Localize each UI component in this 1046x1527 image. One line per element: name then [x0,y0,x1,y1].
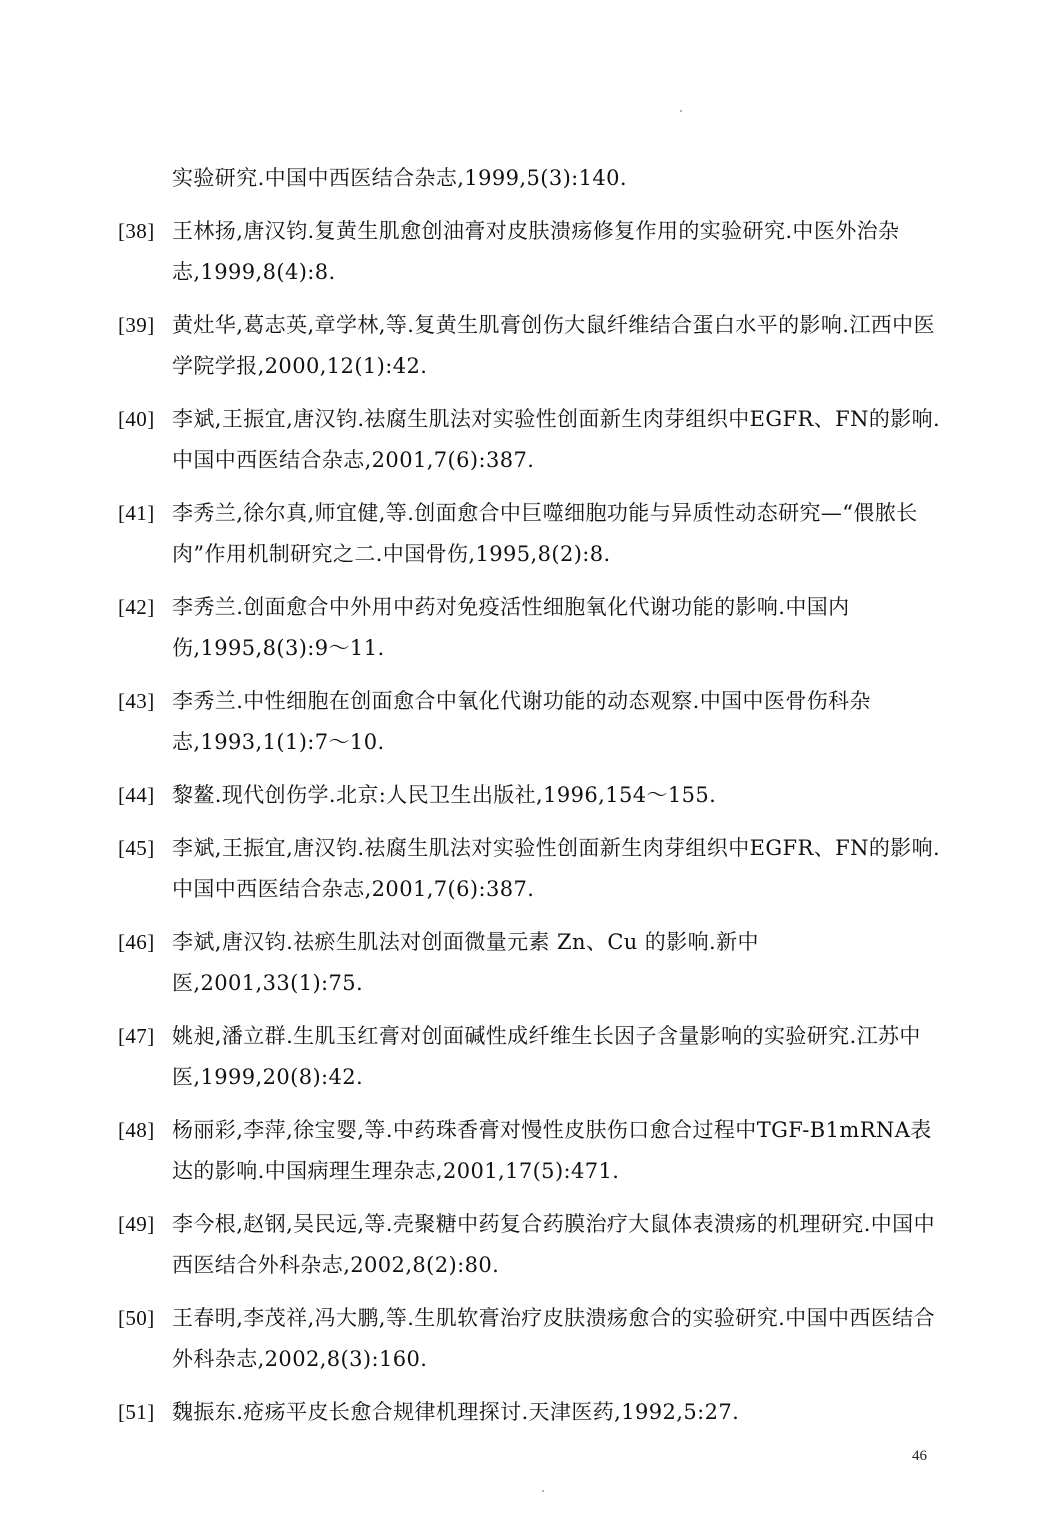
reference-item-42 [118,587,948,669]
reference-number: [49] [118,1212,155,1236]
reference-text: 李秀兰,徐尔真,师宜健,等.创面愈合中巨噬细胞功能与异质性动态研究—“偎脓长肉”作用机制研究之二.中国骨伤,1995,8(2):8. [172,501,918,566]
reference-item-41 [118,493,948,575]
reference-continuation [118,158,948,199]
reference-text: 黎鳌.现代创伤学.北京:人民卫生出版社,1996,154～155. [172,783,717,807]
reference-number: [46] [118,930,155,954]
reference-item-48 [118,1110,948,1192]
reference-text: 杨丽彩,李萍,徐宝婴,等.中药珠香膏对慢性皮肤伤口愈合过程中TGF-B1mRNA表达的影响.中国病理生理杂志,2001,17(5):471. [172,1118,932,1183]
page-number: 46 [912,1448,927,1464]
reference-text: 魏振东.疮疡平皮长愈合规律机理探讨.天津医药,1992,5:27. [172,1400,740,1424]
reference-item-38 [118,211,948,293]
scan-speck [542,1490,544,1492]
reference-text: 李斌,王振宜,唐汉钧.祛腐生肌法对实验性创面新生肉芽组织中EGFR、FN的影响.中国中西医结合杂志,2001,7(6):387. [172,407,941,472]
scan-speck [680,110,682,112]
reference-number: [42] [118,595,155,619]
reference-list [118,158,948,1445]
reference-text: 李斌,王振宜,唐汉钧.祛腐生肌法对实验性创面新生肉芽组织中EGFR、FN的影响.中国中西医结合杂志,2001,7(6):387. [172,836,941,901]
reference-item-45 [118,828,948,910]
reference-number: [38] [118,219,155,243]
reference-text: 黄灶华,葛志英,章学林,等.复黄生肌膏创伤大鼠纤维结合蛋白水平的影响.江西中医学院学报,2000,12(1):42. [172,313,935,378]
reference-text: 李秀兰.中性细胞在创面愈合中氧化代谢功能的动态观察.中国中医骨伤科杂志,1993,1(1):7～10. [172,689,871,754]
reference-text: 姚昶,潘立群.生肌玉红膏对创面碱性成纤维生长因子含量影响的实验研究.江苏中医,1999,20(8):42. [172,1024,921,1089]
reference-item-44 [118,775,948,816]
reference-number: [50] [118,1306,155,1330]
reference-number: [48] [118,1118,155,1142]
reference-item-47 [118,1016,948,1098]
reference-item-49 [118,1204,948,1286]
reference-number: [43] [118,689,155,713]
reference-number: [39] [118,313,155,337]
reference-number: [40] [118,407,155,431]
reference-text: 李秀兰.创面愈合中外用中药对免疫活性细胞氧化代谢功能的影响.中国内伤,1995,8(3):9～11. [172,595,850,660]
reference-text: 李今根,赵钢,吴民远,等.壳聚糖中药复合药膜治疗大鼠体表溃疡的机理研究.中国中西医结合外科杂志,2002,8(2):80. [172,1212,935,1277]
reference-item-51 [118,1392,948,1433]
reference-text: 实验研究.中国中西医结合杂志,1999,5(3):140. [172,166,628,190]
reference-number: [47] [118,1024,155,1048]
reference-number: [51] [118,1400,155,1424]
reference-item-50 [118,1298,948,1380]
reference-item-40 [118,399,948,481]
reference-number: [45] [118,836,155,860]
reference-item-46 [118,922,948,1004]
reference-number: [44] [118,783,155,807]
reference-text: 王林扬,唐汉钧.复黄生肌愈创油膏对皮肤溃疡修复作用的实验研究.中医外治杂志,1999,8(4):8. [172,219,900,284]
reference-item-39 [118,305,948,387]
reference-text: 李斌,唐汉钧.祛瘀生肌法对创面微量元素 Zn、Cu 的影响.新中医,2001,33(1):75. [172,930,759,995]
reference-item-43 [118,681,948,763]
reference-number: [41] [118,501,155,525]
reference-text: 王春明,李茂祥,冯大鹏,等.生肌软膏治疗皮肤溃疡愈合的实验研究.中国中西医结合外科杂志,2002,8(3):160. [172,1306,935,1371]
